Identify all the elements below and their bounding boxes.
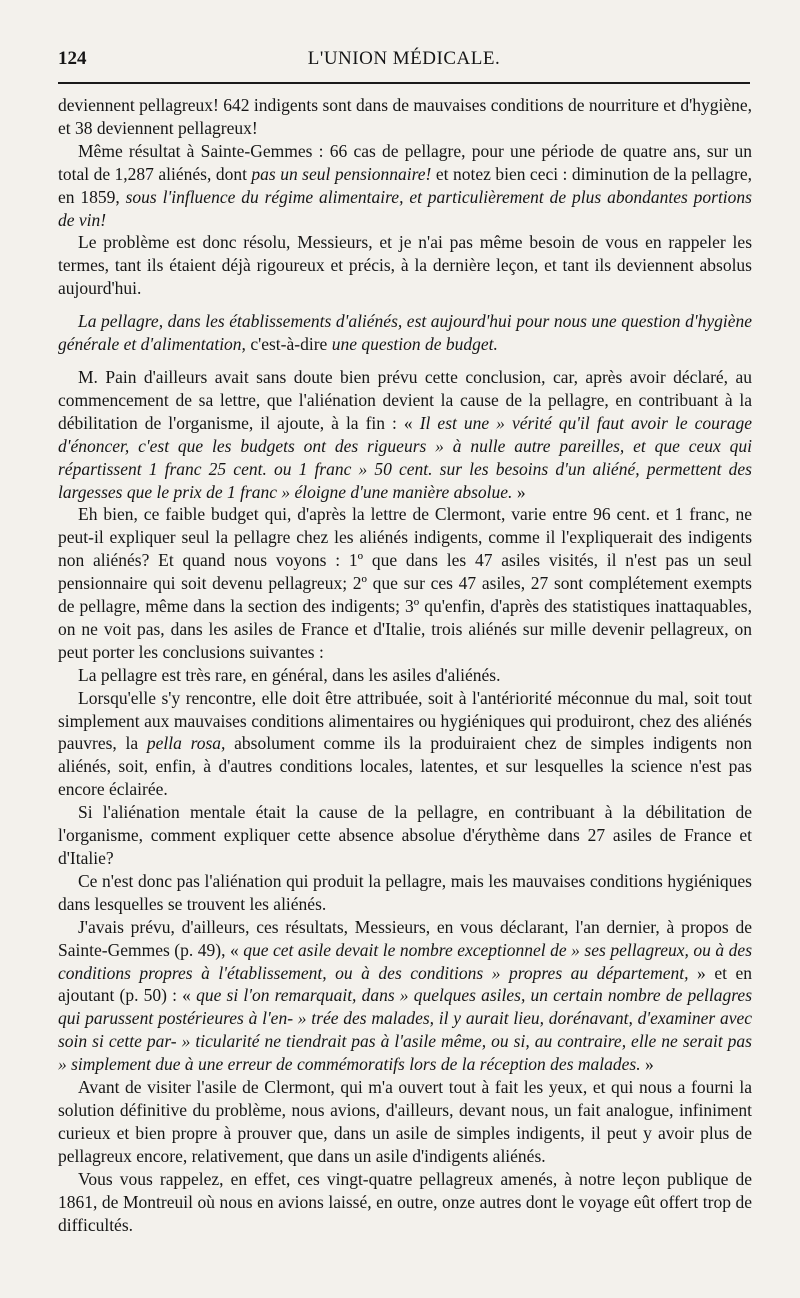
text-run: J'avais prévu, d'ailleurs, ces résultats, Messieurs, en vous déclarant, l'an dernier, à propos de Sainte-Gemmes (p. 49), « bbox=[58, 916, 752, 960]
italic-run: pella rosa, bbox=[146, 733, 226, 754]
text-run: Avant de visiter l'asile de Clermont, qui m'a ouvert tout à fait les yeux, et qui nous a fourni la solution définitive du problème, nous avions, d'ailleurs, devant nous, un fait analogue, infiniment curieux et bien propre à prouver que, dans un asile de simples indigents, il peut y avoir plus de pellagreux encore, relativement, que dans un asile d'indigents aliénés. bbox=[58, 1077, 752, 1166]
paragraph bbox=[58, 231, 752, 300]
text-run: Eh bien, ce faible budget qui, d'après la lettre de Clermont, varie entre 96 cent. et 1 franc, ne peut-il expliquer seul la pellagre chez les aliénés indigents, comme il l'expliquerait des indigents non aliénés? Et quand nous voyons : 1º que dans les 47 asiles visités, il n'est pas un seul pensionnaire qui soit devenu pellagreux; 2º que sur ces 47 asiles, 27 sont complétement exempts de pellagre, même dans la section des indigents; 3º qu'enfin, d'après des statistiques inattaquables, on ne voit pas, dans les asiles de France et d'Italie, trois aliénés sur mille devenir pellagreux, on peut porter les conclusions suivantes : bbox=[58, 504, 752, 662]
text-run: c'est-à-dire bbox=[245, 334, 332, 355]
text-run: absolument comme ils la produiraient chez de simples indigents non aliénés, soit, enfin, à d'autres conditions locales, latentes, et sur lesquelles la science n'est pas encore éclairée. bbox=[58, 733, 752, 800]
paragraph bbox=[58, 140, 752, 232]
body-text bbox=[58, 94, 752, 1236]
italic-run: La pellagre, dans les établissements d'aliénés, est aujourd'hui pour nous une question d'hygiène générale et d'alimentation, bbox=[58, 311, 752, 355]
paragraph bbox=[58, 687, 752, 802]
paragraph bbox=[58, 310, 752, 356]
paragraph bbox=[58, 664, 752, 687]
text-run: Lorsqu'elle s'y rencontre, elle doit être attribuée, soit à l'antériorité méconnue du mal, soit tout simplement aux mauvaises conditions alimentaires ou hygiéniques qui produiront, chez des aliénés pauvres, la bbox=[58, 687, 752, 754]
italic-run: une question de budget. bbox=[331, 334, 498, 355]
running-header bbox=[58, 44, 750, 76]
paragraph bbox=[58, 94, 752, 140]
paragraph bbox=[58, 503, 752, 663]
text-run: Même résultat à Sainte-Gemmes : 66 cas de pellagre, pour une période de quatre ans, sur un total de 1,287 aliénés, dont bbox=[58, 140, 752, 184]
text-run: » et en ajoutant (p. 50) : « bbox=[58, 962, 752, 1006]
page-number: 124 bbox=[58, 48, 87, 69]
italic-run: que si l'on remarquait, dans » quelques asiles, un certain nombre de pellagres qui parussent postérieures à l'en- » trée des malades, il y aurait lieu, dorénavant, d'examiner avec soin si cette par- » ticularité ne tiendrait pas à l'asile même, ou si, au contraire, elle ne serait pas » simplement due à une erreur de commémoratifs lors de la réception des malades. bbox=[58, 985, 753, 1075]
text-run: La pellagre est très rare, en général, dans les asiles d'aliénés. bbox=[78, 664, 501, 685]
text-run: M. Pain d'ailleurs avait sans doute bien prévu cette conclusion, car, après avoir déclaré, au commencement de sa lettre, que l'aliénation devient la cause de la pellagre, en contribuant à la débilitation de l'organisme, il ajoute, à la fin : « bbox=[58, 366, 752, 433]
paragraph bbox=[58, 1168, 752, 1237]
header-rule bbox=[58, 82, 750, 84]
italic-run: sous l'influence du régime alimentaire, et particulièrement de plus abondantes portions de vin! bbox=[58, 186, 752, 230]
text-run: » bbox=[512, 481, 526, 502]
text-run: et notez bien ceci : diminution de la pellagre, en 1859, bbox=[58, 163, 752, 207]
text-run: » bbox=[640, 1054, 654, 1075]
italic-run: Il est une » vérité qu'il faut avoir le courage d'énoncer, c'est que les budgets ont des rigueurs » à nulle autre pareilles, et que ceux qui répartissent 1 franc 25 cent. ou 1 franc » 50 cent. sur les besoins d'un aliéné, permettent des largesses que le prix de 1 franc » éloigne d'une manière absolue. bbox=[58, 412, 752, 502]
paragraph bbox=[58, 1076, 752, 1168]
text-run: Vous vous rappelez, en effet, ces vingt-quatre pellagreux amenés, à notre leçon publique de 1861, de Montreuil où nous en avions laissé, en outre, onze autres dont le voyage eût offert trop de difficultés. bbox=[58, 1168, 752, 1235]
italic-run: pas un seul pensionnaire! bbox=[251, 163, 432, 184]
paragraph bbox=[58, 870, 752, 916]
italic-run: que cet asile devait le nombre exceptionnel de » ses pellagreux, ou à des conditions propres à l'établissement, ou à des conditions » propres au département, bbox=[58, 939, 753, 983]
text-run: deviennent pellagreux! 642 indigents sont dans de mauvaises conditions de nourriture et d'hygiène, et 38 deviennent pellagreux! bbox=[58, 95, 752, 138]
text-run: Si l'aliénation mentale était la cause de la pellagre, en contribuant à la débilitation de l'organisme, comment expliquer cette absence absolue d'érythème dans 27 asiles de France et d'Italie? bbox=[58, 802, 752, 868]
paragraph bbox=[58, 366, 752, 503]
paragraph bbox=[58, 801, 752, 870]
text-run: Ce n'est donc pas l'aliénation qui produit la pellagre, mais les mauvaises conditions hygiéniques dans lesquelles se trouvent les aliénés. bbox=[58, 870, 752, 914]
text-run: Le problème est donc résolu, Messieurs, et je n'ai pas même besoin de vous en rappeler les termes, tant ils étaient déjà rigoureux et précis, à la dernière leçon, et tant ils deviennent absolus aujourd'hui. bbox=[58, 232, 752, 299]
running-title: L'UNION MÉDICALE. bbox=[307, 48, 501, 69]
paragraph bbox=[58, 916, 752, 1076]
